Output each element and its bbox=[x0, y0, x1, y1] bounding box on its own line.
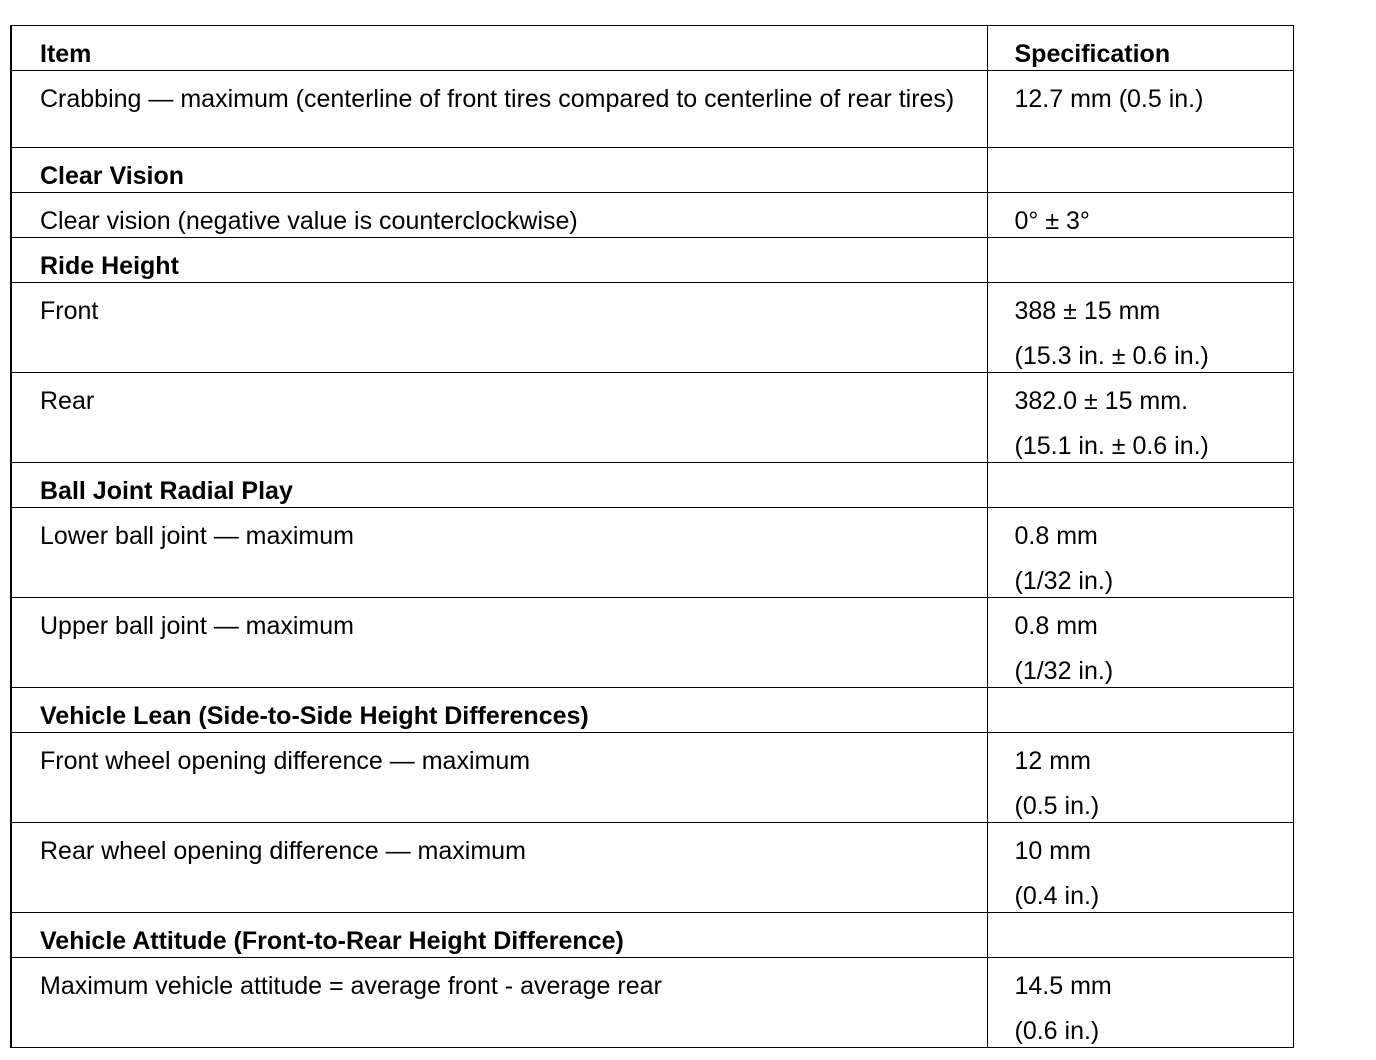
table-row bbox=[11, 193, 1293, 238]
section-heading-row bbox=[11, 913, 1293, 958]
spec-value: 388 ± 15 mm bbox=[1014, 297, 1161, 325]
row-spec-empty bbox=[987, 913, 1293, 958]
spec-value: 10 mm bbox=[1014, 837, 1091, 865]
row-item: Upper ball joint — maximum bbox=[11, 598, 987, 688]
section-heading-row bbox=[11, 463, 1293, 508]
section-heading-row bbox=[11, 238, 1293, 283]
row-spec-empty bbox=[987, 463, 1293, 508]
specification-column-header: Specification bbox=[987, 26, 1293, 71]
spec-value-imperial: (1/32 in.) bbox=[1014, 657, 1114, 685]
row-item: Crabbing — maximum (centerline of front tires compared to centerline of rear tires) bbox=[11, 71, 987, 148]
table-row bbox=[11, 283, 1293, 373]
row-item: Front wheel opening difference — maximum bbox=[11, 733, 987, 823]
spec-value: 14.5 mm bbox=[1014, 972, 1112, 1000]
table-row bbox=[11, 71, 1293, 148]
table-header-row bbox=[11, 26, 1293, 71]
row-spec bbox=[987, 733, 1293, 823]
spec-value: 0.8 mm bbox=[1014, 612, 1098, 640]
table-row bbox=[11, 373, 1293, 463]
specification-table bbox=[10, 25, 1294, 1048]
row-spec-empty bbox=[987, 148, 1293, 193]
row-spec-empty bbox=[987, 238, 1293, 283]
spec-value: 0° ± 3° bbox=[1014, 207, 1090, 235]
spec-value-imperial: (0.4 in.) bbox=[1014, 882, 1100, 910]
item-column-header: Item bbox=[11, 26, 987, 71]
spec-value-imperial: (15.3 in. ± 0.6 in.) bbox=[1014, 342, 1209, 370]
spec-value: 0.8 mm bbox=[1014, 522, 1098, 550]
row-item: Rear wheel opening difference — maximum bbox=[11, 823, 987, 913]
spec-value-imperial: (0.6 in.) bbox=[1014, 1017, 1100, 1045]
section-heading: Vehicle Attitude (Front-to-Rear Height Difference) bbox=[11, 913, 987, 958]
section-heading: Ride Height bbox=[11, 238, 987, 283]
spec-value-imperial: (0.5 in.) bbox=[1014, 792, 1100, 820]
row-spec-empty bbox=[987, 688, 1293, 733]
spec-value: 12.7 mm (0.5 in.) bbox=[1014, 85, 1204, 113]
table-row bbox=[11, 508, 1293, 598]
row-spec bbox=[987, 71, 1293, 148]
spec-value-imperial: (15.1 in. ± 0.6 in.) bbox=[1014, 432, 1209, 460]
table-row bbox=[11, 733, 1293, 823]
row-item: Rear bbox=[11, 373, 987, 463]
row-item: Maximum vehicle attitude = average front - average rear bbox=[11, 958, 987, 1048]
table-row bbox=[11, 958, 1293, 1048]
row-item: Clear vision (negative value is counterclockwise) bbox=[11, 193, 987, 238]
row-spec bbox=[987, 598, 1293, 688]
table-row bbox=[11, 598, 1293, 688]
table-row bbox=[11, 823, 1293, 913]
section-heading: Clear Vision bbox=[11, 148, 987, 193]
section-heading-row bbox=[11, 688, 1293, 733]
section-heading: Vehicle Lean (Side-to-Side Height Differences) bbox=[11, 688, 987, 733]
row-spec bbox=[987, 823, 1293, 913]
spec-value: 382.0 ± 15 mm. bbox=[1014, 387, 1189, 415]
row-item: Front bbox=[11, 283, 987, 373]
section-heading-row bbox=[11, 148, 1293, 193]
row-item: Lower ball joint — maximum bbox=[11, 508, 987, 598]
row-spec bbox=[987, 283, 1293, 373]
row-spec bbox=[987, 958, 1293, 1048]
spec-value-imperial: (1/32 in.) bbox=[1014, 567, 1114, 595]
section-heading: Ball Joint Radial Play bbox=[11, 463, 987, 508]
row-spec bbox=[987, 373, 1293, 463]
spec-value: 12 mm bbox=[1014, 747, 1091, 775]
row-spec bbox=[987, 508, 1293, 598]
row-spec bbox=[987, 193, 1293, 238]
